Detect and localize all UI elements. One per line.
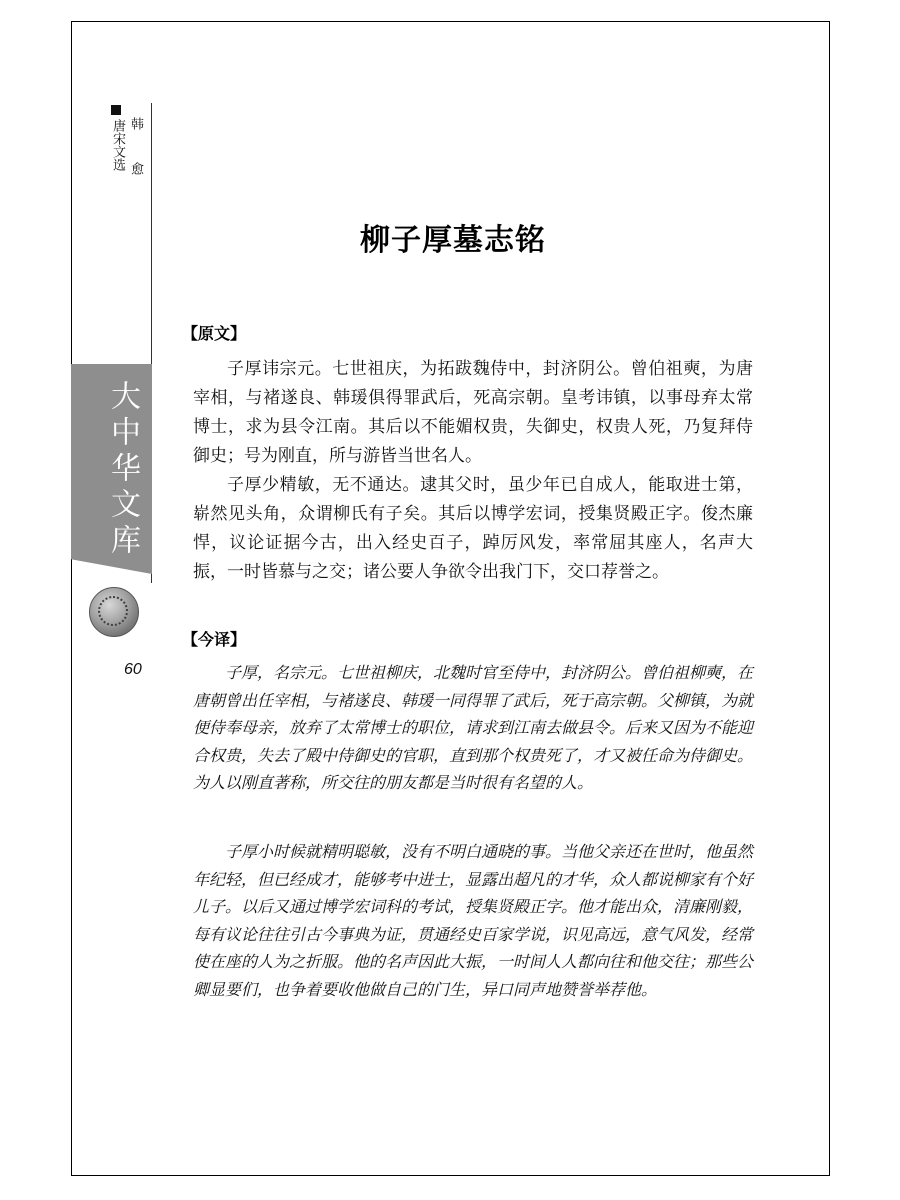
original-heading: 【原文】 <box>182 324 247 343</box>
translation-paragraph-1: 子厚，名宗元。七世祖柳庆，北魏时官至侍中，封济阴公。曾伯祖柳奭，在唐朝曾出任宰相，与褚遂良、韩瑗一同得罪了武后，死于高宗朝。父柳镇，为就便侍奉母亲，放弃了太常博士的职位，请求到江南去做县令。后来又因为不能迎合权贵，失去了殿中侍御史的官职，直到那个权贵死了，才又被任命为侍御史。为人以刚直著称，所交往的朋友都是当时很有名望的人。 <box>193 663 754 793</box>
translation-paragraph-2: 子厚小时候就精明聪敏，没有不明白通晓的事。当他父亲还在世时，他虽然年纪轻，但已经成才，能够考中进士，显露出超凡的才华，众人都说柳家有个好儿子。以后又通过博学宏词科的考试，授集贤殿正字。他才能出众，清廉刚毅，每有议论往往引古今事典为证，贯通经史百家学说，识见高远，意气风发，经常使在座的人为之折服。他的名声因此大振，一时间人人都向往和他交往；那些公卿显要们，也争着要收他做自己的门生，异口同声地赞誉举荐他。 <box>193 842 754 999</box>
square-bullet-icon <box>111 105 121 115</box>
page-number: 60 <box>124 661 142 678</box>
dragon-coin-emblem <box>89 587 139 637</box>
page-title: 柳子厚墓志铭 <box>360 223 546 258</box>
coin-pattern-icon <box>98 596 128 626</box>
series-subtitle: 唐宋文选 <box>110 119 125 171</box>
original-paragraph-2: 子厚少精敏，无不通达。逮其父时，虽少年已自成人，能取进士第，崭然见头角，众谓柳氏有子矣。其后以博学宏词，授集贤殿正字。俊杰廉悍，议论证据今古，出入经史百子，踔厉风发，率常屈其座人，名声大振，一时皆慕与之交；诸公要人争欲令出我门下，交口荐誉之。 <box>193 475 753 582</box>
original-paragraph-1: 子厚讳宗元。七世祖庆，为拓跋魏侍中，封济阴公。曾伯祖奭，为唐宰相，与褚遂良、韩瑗俱得罪武后，死高宗朝。皇考讳镇，以事母弃太常博士，求为县令江南。其后以不能媚权贵，失御史，权贵人死，乃复拜侍御史；号为刚直，所与游皆当世名人。 <box>193 359 753 466</box>
translation-heading: 【今译】 <box>182 630 247 649</box>
author-name: 韩 愈 <box>128 117 143 190</box>
series-title: 大中华文库 <box>105 380 140 560</box>
